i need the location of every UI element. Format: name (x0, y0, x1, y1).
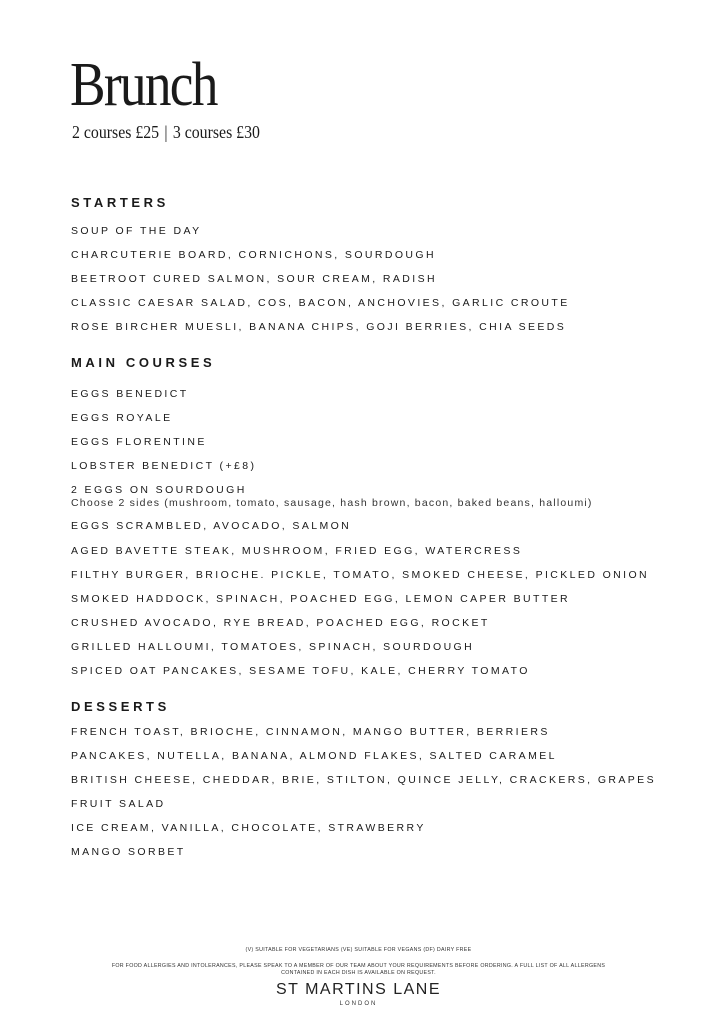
menu-item: EGGS BENEDICT (71, 388, 189, 400)
brand-location: LONDON (339, 1001, 378, 1007)
menu-title: Brunch (70, 51, 217, 119)
menu-item: SMOKED HADDOCK, SPINACH, POACHED EGG, LEMON CAPER BUTTER (71, 593, 571, 605)
menu-item-with-note (71, 483, 593, 510)
menu-item: GRILLED HALLOUMI, TOMATOES, SPINACH, SOURDOUGH (71, 641, 475, 653)
menu-item-label: 2 EGGS ON SOURDOUGH (71, 484, 247, 496)
price-separator: | (164, 122, 168, 142)
menu-item: CRUSHED AVOCADO, RYE BREAD, POACHED EGG, ROCKET (71, 617, 490, 629)
brand-logo-text: ST MARTINS LANE (275, 981, 442, 998)
section-heading-desserts: DESSERTS (71, 699, 170, 714)
dietary-legend: (V) SUITABLE FOR VEGETARIANS (VE) SUITABLE FOR VEGANS (DF) DAIRY FREE (245, 947, 472, 953)
menu-item: CHARCUTERIE BOARD, CORNICHONS, SOURDOUGH (71, 249, 436, 261)
menu-item: EGGS ROYALE (71, 412, 173, 424)
menu-item: ICE CREAM, VANILLA, CHOCOLATE, STRAWBERRY (71, 822, 426, 834)
menu-item: FRUIT SALAD (71, 798, 166, 810)
sides-note: Choose 2 sides (mushroom, tomato, sausage, hash brown, bacon, baked beans, halloumi) (71, 497, 593, 509)
menu-item: EGGS SCRAMBLED, AVOCADO, SALMON (71, 520, 352, 532)
section-heading-starters: STARTERS (71, 195, 169, 210)
menu-item: BRITISH CHEESE, CHEDDAR, BRIE, STILTON, QUINCE JELLY, CRACKERS, GRAPES (71, 774, 656, 786)
allergy-notice: FOR FOOD ALLERGIES AND INTOLERANCES, PLEASE SPEAK TO A MEMBER OF OUR TEAM ABOUT YOUR REQUIREMENTS BEFORE ORDERING. A FULL LIST OF ALL ALLERGENS (111, 963, 606, 969)
menu-item: EGGS FLORENTINE (71, 436, 207, 448)
menu-item: FRENCH TOAST, BRIOCHE, CINNAMON, MANGO BUTTER, BERRIERS (71, 726, 550, 738)
menu-item: MANGO SORBET (71, 846, 186, 858)
menu-item: BEETROOT CURED SALMON, SOUR CREAM, RADISH (71, 273, 437, 285)
section-heading-mains: MAIN COURSES (71, 355, 216, 370)
menu-item: AGED BAVETTE STEAK, MUSHROOM, FRIED EGG, WATERCRESS (71, 545, 523, 557)
menu-item: PANCAKES, NUTELLA, BANANA, ALMOND FLAKES, SALTED CARAMEL (71, 750, 557, 762)
two-course-price: 2 courses £25 (72, 122, 160, 142)
menu-item: SPICED OAT PANCAKES, SESAME TOFU, KALE, CHERRY TOMATO (71, 665, 530, 677)
three-course-price: 3 courses £30 (172, 122, 260, 142)
menu-item: SOUP OF THE DAY (71, 225, 202, 237)
menu-item: FILTHY BURGER, BRIOCHE. PICKLE, TOMATO, SMOKED CHEESE, PICKLED ONION (71, 569, 650, 581)
menu-item: ROSE BIRCHER MUESLI, BANANA CHIPS, GOJI BERRIES, CHIA SEEDS (71, 321, 567, 333)
allergy-notice-continued: CONTAINED IN EACH DISH IS AVAILABLE ON REQUEST. (281, 970, 436, 976)
menu-item: LOBSTER BENEDICT (+£8) (71, 460, 257, 472)
price-line (72, 122, 260, 142)
menu-item: CLASSIC CAESAR SALAD, COS, BACON, ANCHOVIES, GARLIC CROUTE (71, 297, 570, 309)
